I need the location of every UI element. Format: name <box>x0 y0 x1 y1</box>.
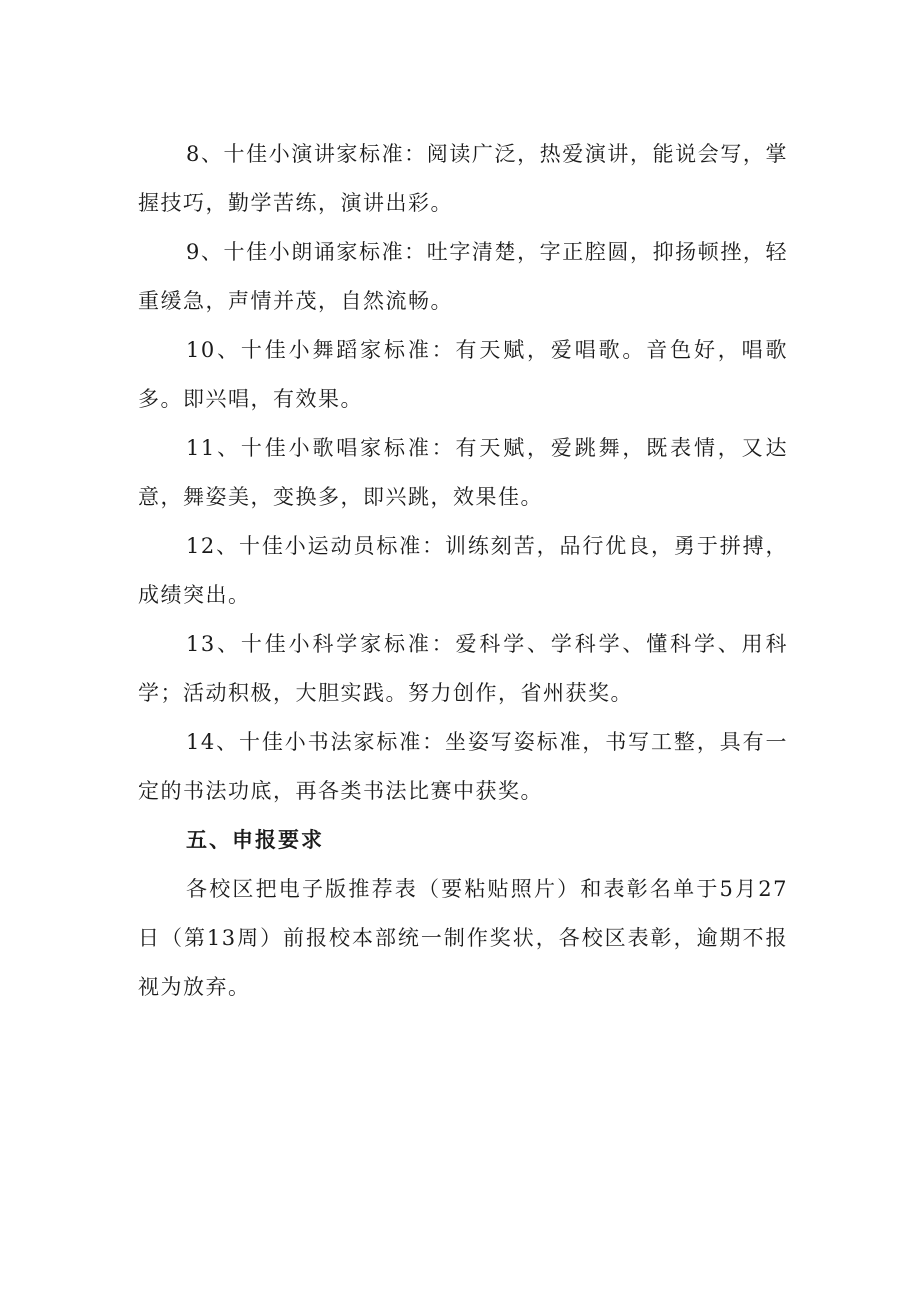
criteria-item-14: 14、十佳小书法家标准：坐姿写姿标准，书写工整，具有一定的书法功底，再各类书法比赛中获奖。 <box>138 730 788 803</box>
criteria-item-11: 11、十佳小歌唱家标准：有天赋，爱跳舞，既表情，又达意，舞姿美，变换多，即兴跳，效果佳。 <box>138 436 788 509</box>
criteria-item-8: 8、十佳小演讲家标准：阅读广泛，热爱演讲，能说会写，掌握技巧，勤学苦练，演讲出彩。 <box>138 142 788 215</box>
criteria-item-12: 12、十佳小运动员标准：训练刻苦，品行优良，勇于拼搏，成绩突出。 <box>138 534 788 607</box>
criteria-item-13: 13、十佳小科学家标准：爱科学、学科学、懂科学、用科学；活动积极，大胆实践。努力创作，省州获奖。 <box>138 632 788 705</box>
criteria-item-10: 10、十佳小舞蹈家标准：有天赋，爱唱歌。音色好，唱歌多。即兴唱，有效果。 <box>138 338 788 411</box>
section-body: 各校区把电子版推荐表（要粘贴照片）和表彰名单于5月27日（第13周）前报校本部统一制作奖状，各校区表彰，逾期不报视为放弃。 <box>138 877 788 999</box>
section-heading: 五、申报要求 <box>186 828 324 852</box>
document-body <box>138 130 788 1012</box>
criteria-item-9: 9、十佳小朗诵家标准：吐字清楚，字正腔圆，抑扬顿挫，轻重缓急，声情并茂，自然流畅。 <box>138 240 788 313</box>
